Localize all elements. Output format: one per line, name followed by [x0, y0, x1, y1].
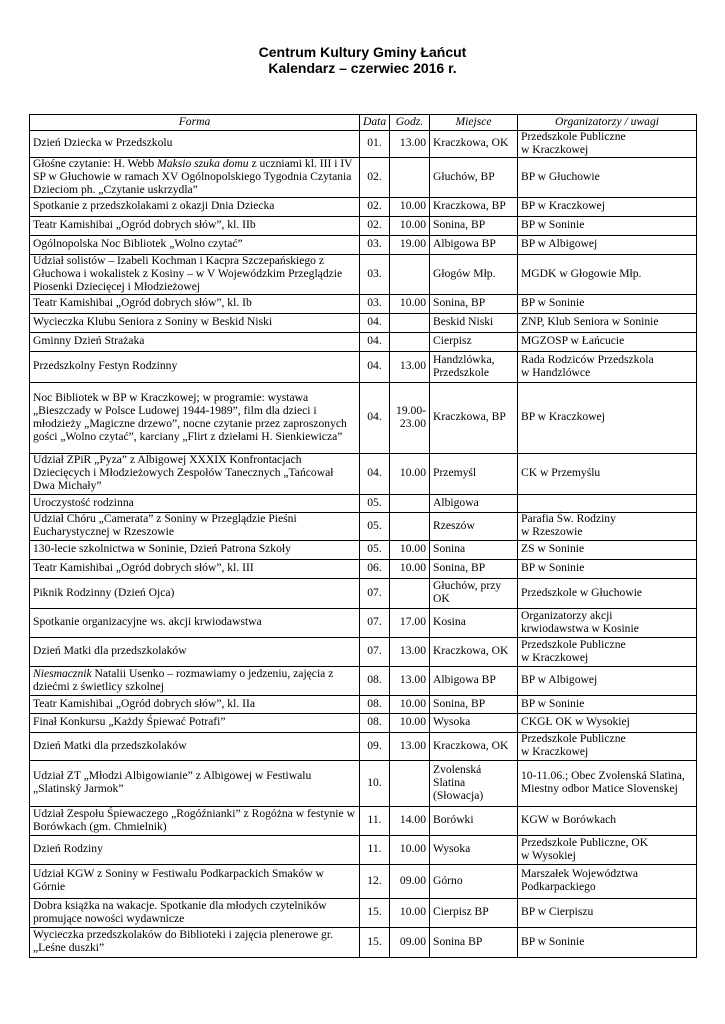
- column-header-data: Data: [360, 115, 390, 131]
- cell-data: 03.: [360, 254, 390, 294]
- cell-forma: Przedszkolny Festyn Rodzinny: [30, 351, 360, 382]
- cell-miejsce: Zvolenská Slatina (Słowacja): [430, 760, 518, 806]
- cell-organizatorzy-line: w Kraczkowej: [521, 650, 589, 664]
- cell-organizatorzy: [518, 494, 697, 512]
- column-header-organizatorzy: Organizatorzy / uwagi: [518, 115, 697, 131]
- cell-miejsce: Sonina, BP: [430, 695, 518, 713]
- cell-data: 01.: [360, 131, 390, 158]
- table-row: [30, 666, 697, 695]
- cell-forma: [30, 157, 360, 197]
- cell-godz: [390, 760, 430, 806]
- cell-godz: [390, 313, 430, 332]
- table-row: [30, 608, 697, 637]
- cell-organizatorzy-line: w Wysokiej: [521, 848, 576, 862]
- cell-miejsce: Handzlówka, Przedszkole: [430, 351, 518, 382]
- cell-organizatorzy: BP w Soninie: [518, 695, 697, 713]
- cell-godz: 10.00: [390, 216, 430, 235]
- cell-forma: Teatr Kamishibai „Ogród dobrych słów”, kl. III: [30, 559, 360, 578]
- cell-forma-text: Głośne czytanie: H. Webb: [33, 156, 158, 170]
- cell-data: 08.: [360, 695, 390, 713]
- cell-forma: Spotkanie organizacyjne ws. akcji krwiodawstwa: [30, 608, 360, 637]
- cell-organizatorzy: BP w Głuchowie: [518, 157, 697, 197]
- cell-organizatorzy-line: krwiodawstwa w Kosinie: [521, 621, 639, 635]
- cell-miejsce: Wysoka: [430, 835, 518, 864]
- cell-forma: Udział KGW z Soniny w Festiwalu Podkarpackich Smaków w Górnie: [30, 864, 360, 898]
- cell-data: 04.: [360, 332, 390, 351]
- column-header-miejsce: Miejsce: [430, 115, 518, 131]
- cell-data: 05.: [360, 494, 390, 512]
- cell-forma: Teatr Kamishibai „Ogród dobrych słów”, kl. IIa: [30, 695, 360, 713]
- cell-organizatorzy-line: w Handzlówce: [521, 365, 591, 379]
- cell-miejsce: Kraczkowa, OK: [430, 131, 518, 158]
- cell-godz: [390, 382, 430, 453]
- cell-organizatorzy: BP w Cierpiszu: [518, 898, 697, 927]
- cell-miejsce: Sonina, BP: [430, 216, 518, 235]
- table-row: [30, 197, 697, 216]
- cell-organizatorzy: 10-11.06.; Obec Zvolenská Slatina, Miestny odbor Matice Slovenskej: [518, 760, 697, 806]
- cell-data: 11.: [360, 806, 390, 835]
- cell-godz: 10.00: [390, 540, 430, 559]
- cell-organizatorzy-line: w Kraczkowej: [521, 745, 589, 759]
- cell-organizatorzy-line: Przedszkole Publiczne: [521, 130, 626, 143]
- cell-organizatorzy-line: Rada Rodziców Przedszkola: [521, 352, 654, 366]
- table-row: [30, 453, 697, 494]
- cell-organizatorzy-line: Podkarpackiego: [521, 880, 596, 894]
- cell-godz: [390, 578, 430, 608]
- cell-forma: Udział ZT „Młodzi Albigowianie” z Albigowej w Festiwalu „Slatinský Jarmok”: [30, 760, 360, 806]
- cell-godz: 19.00: [390, 235, 430, 254]
- cell-miejsce: Borówki: [430, 806, 518, 835]
- cell-godz: [390, 332, 430, 351]
- cell-miejsce: Głogów Młp.: [430, 254, 518, 294]
- cell-organizatorzy: [518, 732, 697, 760]
- cell-miejsce: Kosina: [430, 608, 518, 637]
- table-row: [30, 732, 697, 760]
- table-row: [30, 494, 697, 512]
- cell-forma: Udział Chóru „Camerata” z Soniny w Przeglądzie Pieśni Eucharystycznej w Rzeszowie: [30, 512, 360, 540]
- cell-forma: Gminny Dzień Strażaka: [30, 332, 360, 351]
- cell-organizatorzy: KGW w Borówkach: [518, 806, 697, 835]
- cell-organizatorzy: MGZOSP w Łańcucie: [518, 332, 697, 351]
- cell-forma: Udział solistów – Izabeli Kochman i Kacpra Szczepańskiego z Głuchowa i wokalistek z Kosiny – w V Wojewódzkim Przeglądzie Piosenki Dziecięcej i Młodzieżowej: [30, 254, 360, 294]
- cell-godz: 10.00: [390, 453, 430, 494]
- cell-data: 03.: [360, 235, 390, 254]
- cell-godz: 13.00: [390, 732, 430, 760]
- cell-organizatorzy: [518, 351, 697, 382]
- cell-forma: Uroczystość rodzinna: [30, 494, 360, 512]
- cell-godz: 10.00: [390, 197, 430, 216]
- cell-miejsce: Sonina: [430, 540, 518, 559]
- column-header-godz: Godz.: [390, 115, 430, 131]
- cell-godz: 09.00: [390, 864, 430, 898]
- cell-godz: 13.00: [390, 637, 430, 666]
- cell-forma: Spotkanie z przedszkolakami z okazji Dnia Dziecka: [30, 197, 360, 216]
- table-row: [30, 835, 697, 864]
- cell-data: 15.: [360, 898, 390, 927]
- cell-forma: [30, 666, 360, 695]
- table-row: [30, 131, 697, 158]
- cell-godz: 14.00: [390, 806, 430, 835]
- cell-godz: 13.00: [390, 131, 430, 158]
- cell-miejsce: Beskid Niski: [430, 313, 518, 332]
- cell-data: 05.: [360, 540, 390, 559]
- cell-miejsce: Albigowa BP: [430, 666, 518, 695]
- cell-forma: Wycieczka przedszkolaków do Biblioteki i zajęcia plenerowe gr. „Leśne duszki”: [30, 927, 360, 957]
- cell-godz: [390, 512, 430, 540]
- cell-data: 07.: [360, 637, 390, 666]
- cell-organizatorzy-line: w Rzeszowie: [521, 525, 583, 539]
- cell-miejsce: Albigowa: [430, 494, 518, 512]
- cell-organizatorzy: MGDK w Głogowie Młp.: [518, 254, 697, 294]
- cell-godz: 10.00: [390, 898, 430, 927]
- cell-forma: Dzień Matki dla przedszkolaków: [30, 732, 360, 760]
- cell-godz: 10.00: [390, 695, 430, 713]
- cell-data: 02.: [360, 197, 390, 216]
- cell-organizatorzy: [518, 835, 697, 864]
- table-row: [30, 512, 697, 540]
- cell-forma: Wycieczka Klubu Seniora z Soniny w Beskid Niski: [30, 313, 360, 332]
- cell-miejsce: Wysoka: [430, 713, 518, 732]
- cell-miejsce: Cierpisz BP: [430, 898, 518, 927]
- table-row: [30, 927, 697, 957]
- cell-organizatorzy: BP w Soninie: [518, 559, 697, 578]
- cell-godz: [390, 157, 430, 197]
- cell-forma: 130-lecie szkolnictwa w Soninie, Dzień Patrona Szkoły: [30, 540, 360, 559]
- cell-godz-line: 23.00: [399, 416, 426, 430]
- cell-godz: 17.00: [390, 608, 430, 637]
- cell-organizatorzy: ZNP, Klub Seniora w Soninie: [518, 313, 697, 332]
- cell-organizatorzy: BP w Albigowej: [518, 235, 697, 254]
- table-row: [30, 806, 697, 835]
- cell-miejsce: Rzeszów: [430, 512, 518, 540]
- table-row: [30, 332, 697, 351]
- cell-organizatorzy: [518, 131, 697, 158]
- cell-miejsce: Kraczkowa, OK: [430, 732, 518, 760]
- cell-data: 08.: [360, 666, 390, 695]
- cell-data: 05.: [360, 512, 390, 540]
- cell-organizatorzy: CKGŁ OK w Wysokiej: [518, 713, 697, 732]
- table-row: [30, 760, 697, 806]
- cell-organizatorzy-line: Przedszkole Publiczne: [521, 637, 626, 651]
- table-row: [30, 637, 697, 666]
- cell-miejsce: Albigowa BP: [430, 235, 518, 254]
- cell-miejsce: Głuchów, przy OK: [430, 578, 518, 608]
- cell-organizatorzy: [518, 512, 697, 540]
- cell-organizatorzy-line: Organizatorzy akcji: [521, 608, 613, 622]
- cell-miejsce: Kraczkowa, BP: [430, 197, 518, 216]
- column-header-forma: Forma: [30, 115, 360, 131]
- cell-godz: [390, 254, 430, 294]
- cell-data: 06.: [360, 559, 390, 578]
- cell-data: 02.: [360, 157, 390, 197]
- cell-organizatorzy: BP w Albigowej: [518, 666, 697, 695]
- table-header-row: [30, 115, 697, 131]
- cell-forma: Dzień Dziecka w Przedszkolu: [30, 131, 360, 158]
- cell-organizatorzy: [518, 864, 697, 898]
- cell-godz: 10.00: [390, 559, 430, 578]
- cell-organizatorzy: BP w Kraczkowej: [518, 197, 697, 216]
- cell-organizatorzy: BP w Soninie: [518, 927, 697, 957]
- table-row: [30, 540, 697, 559]
- cell-forma-text: z uczniami kl. III i IV SP w Głuchowie w ramach XV Ogólnopolskiego Tygodnia Czytania Dzieciom ph. „Czytanie uskrzydla”: [33, 156, 353, 196]
- cell-data: 09.: [360, 732, 390, 760]
- cell-miejsce: Sonina, BP: [430, 559, 518, 578]
- cell-data: 12.: [360, 864, 390, 898]
- cell-godz: 13.00: [390, 351, 430, 382]
- cell-godz: 10.00: [390, 294, 430, 313]
- cell-miejsce: Głuchów, BP: [430, 157, 518, 197]
- cell-organizatorzy-line: Parafia Św. Rodziny: [521, 512, 616, 526]
- cell-data: 03.: [360, 294, 390, 313]
- table-row: [30, 559, 697, 578]
- table-row: [30, 695, 697, 713]
- cell-miejsce: Kraczkowa, BP: [430, 382, 518, 453]
- table-row: [30, 864, 697, 898]
- table-row: [30, 351, 697, 382]
- cell-forma: Finał Konkursu „Każdy Śpiewać Potrafi”: [30, 713, 360, 732]
- cell-godz-line: 19.00-: [396, 403, 426, 417]
- cell-data: 04.: [360, 382, 390, 453]
- cell-forma: Piknik Rodzinny (Dzień Ojca): [30, 578, 360, 608]
- cell-organizatorzy: [518, 608, 697, 637]
- cell-organizatorzy-line: Przedszkole Publiczne, OK: [521, 835, 649, 849]
- page-subtitle: Kalendarz – czerwiec 2016 r.: [268, 60, 457, 76]
- cell-forma: Dobra książka na wakacje. Spotkanie dla młodych czytelników promujące nowości wydawnicze: [30, 898, 360, 927]
- cell-organizatorzy: CK w Przemyślu: [518, 453, 697, 494]
- table-row: [30, 235, 697, 254]
- cell-data: 04.: [360, 453, 390, 494]
- cell-forma: Teatr Kamishibai „Ogród dobrych słów”, kl. IIb: [30, 216, 360, 235]
- cell-organizatorzy: BP w Soninie: [518, 294, 697, 313]
- table-row: [30, 898, 697, 927]
- table-body: [30, 131, 697, 958]
- cell-forma: Dzień Matki dla przedszkolaków: [30, 637, 360, 666]
- cell-data: 11.: [360, 835, 390, 864]
- page-title: Centrum Kultury Gminy Łańcut: [258, 44, 467, 60]
- cell-data: 15.: [360, 927, 390, 957]
- table-row: [30, 294, 697, 313]
- cell-organizatorzy-line: Marszałek Województwa: [521, 867, 639, 881]
- cell-miejsce: Przemyśl: [430, 453, 518, 494]
- table-row: [30, 157, 697, 197]
- cell-data: 07.: [360, 578, 390, 608]
- table-row: [30, 382, 697, 453]
- cell-organizatorzy: [518, 637, 697, 666]
- cell-miejsce: Cierpisz: [430, 332, 518, 351]
- cell-data: 04.: [360, 313, 390, 332]
- cell-miejsce: Sonina BP: [430, 927, 518, 957]
- cell-forma: Udział Zespołu Śpiewaczego „Rogóźnianki” z Rogóżna w festynie w Borówkach (gm. Chmielnik): [30, 806, 360, 835]
- table-row: [30, 254, 697, 294]
- cell-data: 07.: [360, 608, 390, 637]
- title-italic: Niesmacznik: [33, 666, 92, 680]
- table-row: [30, 313, 697, 332]
- cell-forma: Udział ZPiR „Pyza” z Albigowej XXXIX Konfrontacjach Dziecięcych i Młodzieżowych Zespołów Tanecznych „Tańcował Dwa Michały”: [30, 453, 360, 494]
- table-row: [30, 216, 697, 235]
- cell-organizatorzy: BP w Soninie: [518, 216, 697, 235]
- cell-data: 10.: [360, 760, 390, 806]
- cell-organizatorzy: BP w Kraczkowej: [518, 382, 697, 453]
- cell-godz: 10.00: [390, 835, 430, 864]
- cell-godz: 09.00: [390, 927, 430, 957]
- cell-data: 04.: [360, 351, 390, 382]
- cell-organizatorzy-line: Przedszkole Publiczne: [521, 732, 626, 746]
- cell-data: 02.: [360, 216, 390, 235]
- cell-organizatorzy: Przedszkole w Głuchowie: [518, 578, 697, 608]
- cell-forma: Teatr Kamishibai „Ogród dobrych słów”, kl. Ib: [30, 294, 360, 313]
- cell-forma-text: Natalii Usenko – rozmawiamy o jedzeniu, zajęcia z dziećmi z świetlicy szkolnej: [33, 666, 334, 693]
- cell-organizatorzy: ZS w Soninie: [518, 540, 697, 559]
- cell-godz: 10.00: [390, 713, 430, 732]
- calendar-table: [29, 114, 697, 958]
- cell-forma: Dzień Rodziny: [30, 835, 360, 864]
- cell-miejsce: Górno: [430, 864, 518, 898]
- cell-forma: Noc Bibliotek w BP w Kraczkowej; w programie: wystawa „Bieszczady w Polsce Ludowej 1944-1989”, film dla dzieci i młodzieży „Magiczne drzewo”, nocne czytanie przez zaproszonych gości „Wolno czytać”, karciany „Flirt z dziełami H. Sienkiewicza”: [30, 382, 360, 453]
- cell-godz: [390, 494, 430, 512]
- cell-organizatorzy-line: w Kraczkowej: [521, 142, 589, 156]
- cell-godz: 13.00: [390, 666, 430, 695]
- cell-data: 08.: [360, 713, 390, 732]
- cell-miejsce: Sonina, BP: [430, 294, 518, 313]
- cell-miejsce: Kraczkowa, OK: [430, 637, 518, 666]
- cell-forma: Ogólnopolska Noc Bibliotek „Wolno czytać”: [30, 235, 360, 254]
- table-row: [30, 713, 697, 732]
- title-italic: Maksio szuka domu: [157, 156, 249, 170]
- table-row: [30, 578, 697, 608]
